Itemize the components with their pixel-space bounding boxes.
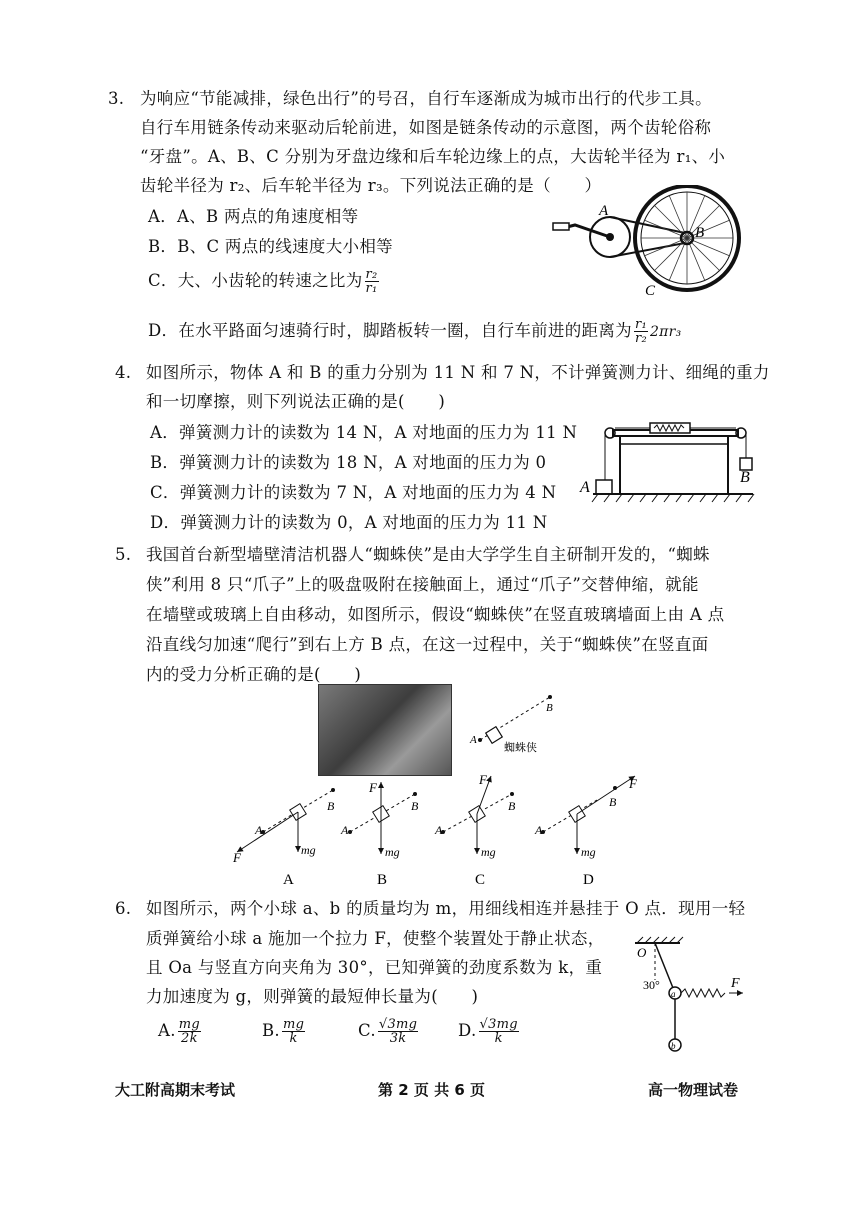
robot-photo: [318, 684, 452, 776]
fraction: [634, 318, 648, 345]
point-a: [348, 830, 352, 834]
point-a: [478, 738, 482, 742]
option-b: B．弹簧测力计的读数为 18 N，A 对地面的压力为 0: [150, 453, 547, 472]
option-d: [458, 1018, 521, 1045]
label-f: F: [731, 976, 740, 991]
option-d: [148, 318, 682, 345]
diagram-option-b: [340, 780, 419, 888]
option-label: D.: [458, 1021, 477, 1040]
path-line: [543, 800, 597, 832]
wheel-spokes: [641, 192, 733, 284]
label-f: F: [233, 850, 241, 865]
denominator: r₂: [634, 331, 647, 346]
option-label: B.: [262, 1021, 280, 1040]
label-mg: mg: [385, 845, 400, 859]
diagram-option-d: [534, 776, 638, 888]
question-text-line: 自行车用链条传动来驱动后轮前进，如图是链条传动的示意图，两个齿轮俗称: [140, 118, 712, 137]
label-b: B: [508, 799, 516, 813]
choice-label-b: B: [377, 872, 388, 888]
choice-label-a: A: [283, 872, 294, 888]
force-arrow: [237, 812, 298, 852]
question-text-line: 如图所示，两个小球 a、b 的质量均为 m，用细线相连并悬挂于 O 点．现用一轻: [146, 899, 746, 918]
pedal-crank: [563, 225, 610, 237]
bicycle-chain-figure: [545, 185, 770, 305]
point-b: [331, 788, 335, 792]
label-b: B: [695, 225, 705, 241]
label-a: A: [435, 823, 443, 837]
label-f: F: [629, 776, 637, 791]
option-a: [158, 1018, 203, 1045]
label-a: A: [341, 823, 349, 837]
option-c: [358, 1018, 420, 1045]
question-text-line: 为响应“节能减排，绿色出行”的号召，自行车逐渐成为城市出行的代步工具。: [140, 89, 712, 108]
spring: [681, 989, 725, 997]
hanging-balls-figure: [625, 935, 755, 1060]
point-b: [413, 792, 417, 796]
option-c: C．弹簧测力计的读数为 7 N，A 对地面的压力为 4 N: [150, 483, 557, 502]
footer-subject: 高一物理试卷: [648, 1081, 739, 1099]
option-c: [148, 268, 381, 295]
choice-label-c: C: [475, 872, 486, 888]
label-a: a: [671, 989, 676, 999]
diagram-option-a: [232, 788, 335, 888]
label-a: A: [470, 734, 477, 746]
label-a: A: [255, 823, 263, 837]
label-f: F: [369, 780, 377, 795]
denominator: 2k: [181, 1031, 198, 1046]
option-b: [262, 1018, 307, 1045]
robot-path-diagram: [462, 685, 572, 755]
denominator: 3k: [389, 1031, 407, 1046]
block-a: [596, 480, 612, 494]
numerator: √3mg: [479, 1017, 518, 1032]
label-o: O: [637, 945, 647, 960]
option-d-text: D．在水平路面匀速骑行时，脚踏板转一圈，自行车前进的距离为: [148, 321, 632, 340]
question-text-line: 齿轮半径为 r₂、后车轮半径为 r₃。下列说法正确的是（ ）: [140, 176, 602, 195]
option-label: C.: [358, 1021, 376, 1040]
label-b: B: [609, 795, 617, 809]
option-c-text: C．大、小齿轮的转速之比为: [148, 271, 363, 290]
force-diagram-options: [225, 770, 645, 890]
question-text-line: 内的受力分析正确的是( ): [146, 665, 362, 684]
ground-hatching: [592, 494, 754, 502]
denominator: r₁: [365, 281, 378, 296]
label-b: B: [740, 469, 750, 486]
question-text-line: 力加速度为 g，则弹簧的最短伸长量为( ): [146, 987, 479, 1006]
fraction: [378, 1018, 418, 1045]
point-b: [548, 695, 552, 699]
label-a: A: [580, 479, 590, 496]
denominator: k: [289, 1031, 298, 1046]
question-number: 3.: [108, 89, 125, 108]
question-text-line: 质弹簧给小球 a 施加一个拉力 F，使整个装置处于静止状态，: [146, 929, 605, 948]
force-arrow: [577, 776, 635, 814]
footer-page-number: 第 2 页 共 6 页: [378, 1081, 485, 1099]
numerator: mg: [178, 1017, 201, 1032]
question-text-line: “牙盘”。A、B、C 分别为牙盘边缘和后车轮边缘上的点，大齿轮半径为 r₁、小: [140, 147, 726, 166]
question-text-line: 在墙壁或玻璃上自由移动，如图所示，假设“蜘蛛侠”在竖直玻璃墙面上由 A 点: [146, 605, 725, 624]
numerator: r₁: [634, 317, 647, 332]
label-mg: mg: [581, 845, 596, 859]
fraction: [178, 1018, 201, 1045]
question-text-line: 如图所示，物体 A 和 B 的重力分别为 11 N 和 7 N，不计弹簧测力计、细绳的重力: [146, 363, 770, 382]
question-number: 4.: [115, 363, 132, 382]
label-angle: 30°: [643, 978, 660, 992]
fraction: [365, 268, 379, 295]
label-b: B: [327, 799, 335, 813]
numerator: r₂: [365, 267, 378, 282]
footer-exam-name: 大工附高期末考试: [115, 1081, 236, 1099]
question-text-line: 沿直线匀加速“爬行”到右上方 B 点，在这一过程中，关于“蜘蛛侠”在竖直面: [146, 635, 709, 654]
label-mg: mg: [481, 845, 496, 859]
label-c: C: [645, 283, 656, 299]
robot-box: [486, 727, 503, 744]
fraction: [282, 1018, 305, 1045]
label-f: F: [479, 772, 487, 787]
option-d: D．弹簧测力计的读数为 0，A 对地面的压力为 11 N: [150, 513, 548, 532]
question-number: 5.: [115, 545, 132, 564]
label-b: b: [671, 1041, 676, 1051]
option-label: A.: [158, 1021, 176, 1040]
numerator: √3mg: [378, 1017, 418, 1032]
option-a: A．A、B 两点的角速度相等: [148, 207, 359, 226]
option-b: B．B、C 两点的线速度大小相等: [148, 237, 393, 256]
fraction: [479, 1018, 519, 1045]
question-number: 6.: [115, 899, 132, 918]
distance-expression: 2πr₃: [649, 324, 682, 340]
label-a: A: [599, 203, 609, 219]
denominator: k: [494, 1031, 503, 1046]
diagram-option-c: [434, 772, 516, 888]
option-a: A．弹簧测力计的读数为 14 N，A 对地面的压力为 11 N: [150, 423, 578, 442]
numerator: mg: [282, 1017, 305, 1032]
robot-label: 蜘蛛侠: [504, 742, 537, 754]
spring-scale-figure: [578, 418, 758, 510]
question-text-line: 我国首台新型墙壁清洁机器人“蜘蛛侠”是由大学学生自主研制开发的，“蜘蛛: [146, 545, 710, 564]
label-mg: mg: [301, 843, 316, 857]
label-b: B: [546, 702, 553, 714]
label-a: A: [535, 823, 543, 837]
pedal: [553, 223, 569, 230]
point-b: [510, 792, 514, 796]
question-text-line: 侠”利用 8 只“爪子”上的吸盘吸附在接触面上，通过“爪子”交替伸缩，就能: [146, 575, 699, 594]
choice-label-d: D: [583, 872, 594, 888]
question-text-line: 且 Oa 与竖直方向夹角为 30°，已知弹簧的劲度系数为 k，重: [146, 958, 603, 977]
label-b: B: [411, 799, 419, 813]
question-text-line: 和一切摩擦，则下列说法正确的是( ): [146, 392, 446, 411]
